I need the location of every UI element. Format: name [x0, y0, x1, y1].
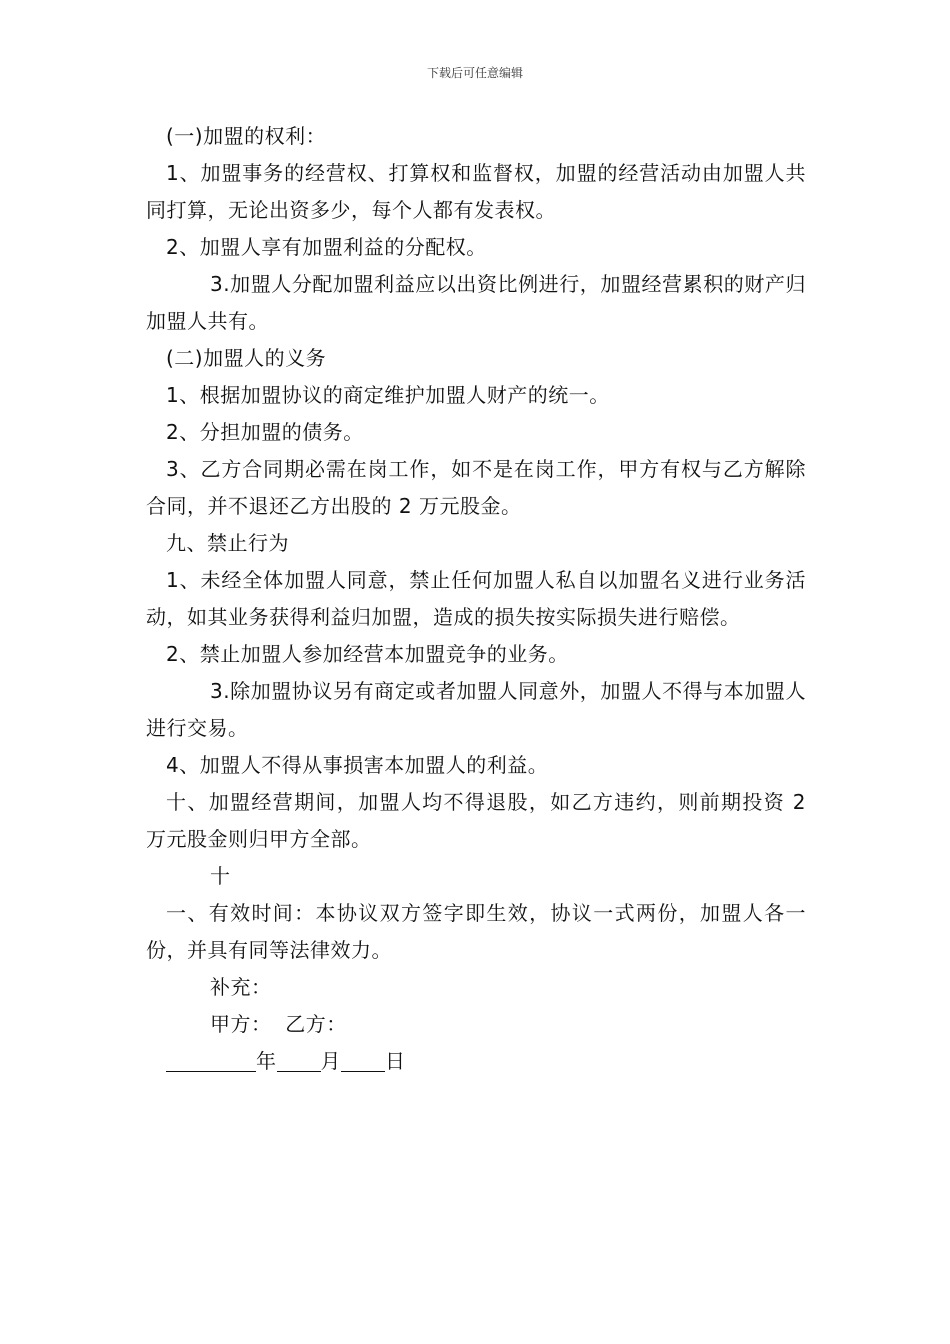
section-heading-obligations: (二)加盟人的义务 [166, 346, 327, 370]
section-heading-rights: (一)加盟的权利： [166, 124, 327, 148]
paragraph: 2、禁止加盟人参加经营本加盟竞争的业务。 [166, 642, 569, 666]
year-label: 年 [256, 1049, 277, 1073]
section-heading-prohibited: 九、禁止行为 [166, 531, 289, 555]
paragraph: 1、根据加盟协议的商定维护加盟人财产的统一。 [166, 383, 610, 407]
supplement-label: 补充： [210, 975, 272, 999]
paragraph: 3、乙方合同期必需在岗工作，如不是在岗工作，甲方有权与乙方解除合同，并不退还乙方出股的 2 万元股金。 [146, 457, 806, 518]
paragraph: 3.加盟人分配加盟利益应以出资比例进行，加盟经营累积的财产归加盟人共有。 [146, 272, 806, 333]
paragraph: 十、加盟经营期间，加盟人均不得退股，如乙方违约，则前期投资 2 万元股金则归甲方全部。 [146, 790, 806, 851]
page-header-note: 下载后可任意编辑 [426, 66, 523, 80]
paragraph: 3.除加盟协议另有商定或者加盟人同意外，加盟人不得与本加盟人进行交易。 [146, 679, 806, 740]
day-label: 日 [385, 1049, 406, 1073]
day-blank [341, 1049, 385, 1072]
signature-date-line [146, 1043, 806, 1080]
section-heading-ten: 十 [210, 864, 231, 888]
paragraph: 2、加盟人享有加盟利益的分配权。 [166, 235, 487, 259]
paragraph: 4、加盟人不得从事损害本加盟人的利益。 [166, 753, 549, 777]
year-blank [166, 1049, 256, 1072]
signature-parties: 甲方： 乙方： [210, 1012, 347, 1036]
month-blank [277, 1049, 321, 1072]
paragraph: 1、加盟事务的经营权、打算权和监督权，加盟的经营活动由加盟人共同打算，无论出资多少，每个人都有发表权。 [146, 161, 806, 222]
paragraph: 一、有效时间：本协议双方签字即生效，协议一式两份，加盟人各一份，并具有同等法律效力。 [146, 901, 806, 962]
paragraph: 2、分担加盟的债务。 [166, 420, 364, 444]
document-body [146, 118, 806, 1080]
paragraph: 1、未经全体加盟人同意，禁止任何加盟人私自以加盟名义进行业务活动，如其业务获得利益归加盟，造成的损失按实际损失进行赔偿。 [146, 568, 806, 629]
month-label: 月 [320, 1049, 341, 1073]
